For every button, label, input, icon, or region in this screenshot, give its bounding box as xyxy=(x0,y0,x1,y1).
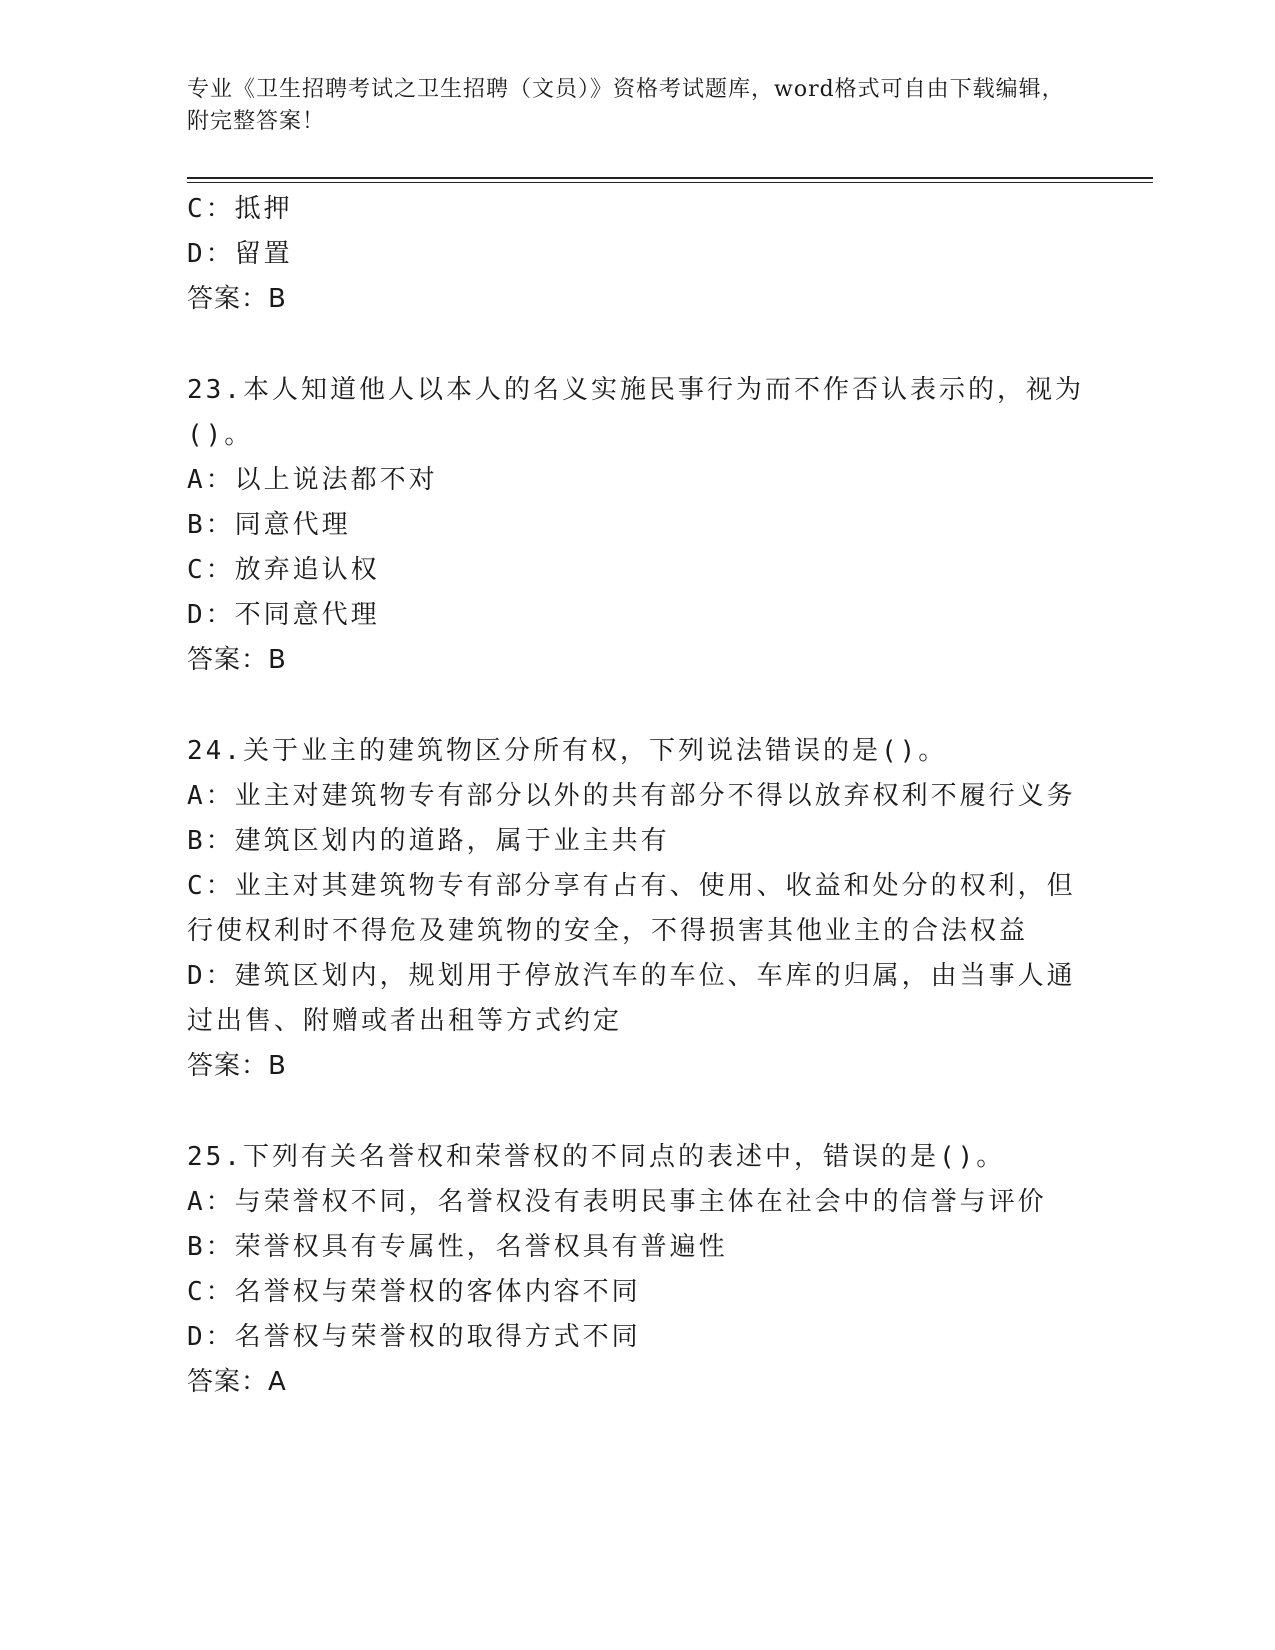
question-text: 25.下列有关名誉权和荣誉权的不同点的表述中，错误的是()。 xyxy=(187,1142,1006,1172)
question-text: 23.本人知道他人以本人的名义实施民事行为而不作否认表示的，视为()。 xyxy=(187,375,1084,450)
question-block xyxy=(187,729,1087,1089)
question-block xyxy=(187,1135,1087,1405)
option-b: B：建筑区划内的道路，属于业主共有 xyxy=(187,826,670,856)
option-b: B：荣誉权具有专属性，名誉权具有普遍性 xyxy=(187,1232,728,1262)
option-c: C：抵押 xyxy=(187,194,293,224)
option-a: A：业主对建筑物专有部分以外的共有部分不得以放弃权利不履行义务 xyxy=(187,781,1076,811)
header-divider-thin xyxy=(187,182,1153,183)
question-list xyxy=(187,187,1087,1405)
question-block xyxy=(187,368,1087,683)
question-text: 24.关于业主的建筑物区分所有权，下列说法错误的是()。 xyxy=(187,736,948,766)
option-a: A：以上说法都不对 xyxy=(187,465,438,495)
option-d: D：名誉权与荣誉权的取得方式不同 xyxy=(187,1322,641,1352)
option-d: D：建筑区划内，规划用于停放汽车的车位、车库的归属，由当事人通过出售、附赠或者出租等方式约定 xyxy=(187,961,1076,1036)
answer-line: 答案：A xyxy=(187,1367,287,1397)
answer-line: 答案：B xyxy=(187,1051,287,1081)
option-d: D：留置 xyxy=(187,239,293,269)
option-d: D：不同意代理 xyxy=(187,600,380,630)
document-header: 专业《卫生招聘考试之卫生招聘（文员）》资格考试题库，word格式可自由下载编辑，附完整答案！ xyxy=(187,77,1065,134)
option-c: C：放弃追认权 xyxy=(187,555,380,585)
answer-line: 答案：B xyxy=(187,284,287,314)
question-block xyxy=(187,187,1087,322)
answer-line: 答案：B xyxy=(187,645,287,675)
option-c: C：业主对其建筑物专有部分享有占有、使用、收益和处分的权利，但行使权利时不得危及建筑物的安全，不得损害其他业主的合法权益 xyxy=(187,871,1076,946)
header-divider xyxy=(187,177,1153,179)
option-b: B：同意代理 xyxy=(187,510,351,540)
option-c: C：名誉权与荣誉权的客体内容不同 xyxy=(187,1277,641,1307)
option-a: A：与荣誉权不同，名誉权没有表明民事主体在社会中的信誉与评价 xyxy=(187,1187,1047,1217)
